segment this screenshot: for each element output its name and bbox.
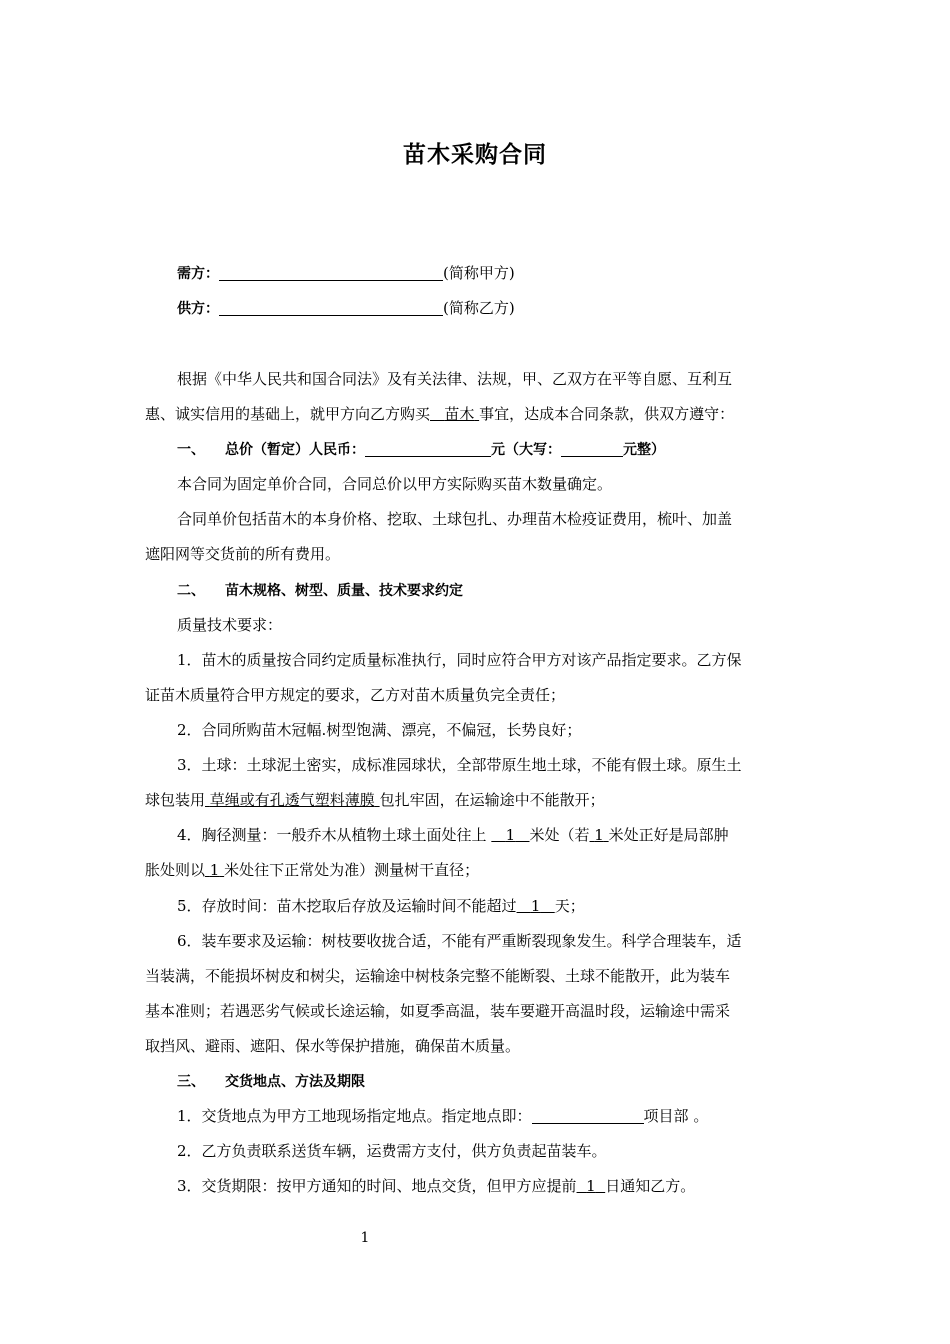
section2-item3-line2 [145, 789, 820, 811]
item4-value-2-text: 1 [594, 826, 604, 844]
seller-suffix: (简称乙方) [443, 299, 515, 317]
buyer-line [145, 262, 820, 285]
section1-heading-c: 元整） [623, 442, 665, 458]
item4-value-3-text: 1 [209, 861, 220, 879]
preamble-line-2 [145, 403, 820, 425]
section2-item3-line1: 3．土球：土球泥土密实，成标准园球状，全部带原生地土球，不能有假土球。原生土 [177, 756, 742, 774]
item4-text-e: 米处往下正常处为准）测量树干直径； [224, 861, 480, 879]
delivery-place-blank [532, 1107, 644, 1124]
section1-heading-b: 元（大写： [491, 442, 561, 458]
section2-item4-line1 [145, 824, 820, 846]
section3-heading-text: 交货地点、方法及期限 [225, 1074, 365, 1090]
section2-item1-line2: 证苗木质量符合甲方规定的要求，乙方对苗木质量负完全责任； [145, 686, 566, 704]
item4-value-3 [205, 861, 224, 879]
section2-heading [145, 579, 820, 602]
page-number: 1 [360, 1230, 370, 1246]
item4-text-b: 米处（若 [529, 826, 590, 844]
total-price-words-blank [561, 440, 623, 457]
seller-label: 供方： [177, 301, 219, 317]
section2-item4-line2 [145, 859, 820, 881]
buyer-suffix: (简称甲方) [443, 264, 515, 282]
goods-name [430, 405, 479, 423]
delivery-term-text: 3．交货期限：按甲方通知的时间、地点交货，但甲方应提前 [177, 1177, 577, 1195]
seller-blank [219, 299, 443, 316]
section2-intro: 质量技术要求： [177, 616, 283, 634]
section1-p2-line1: 合同单价包括苗木的本身价格、挖取、土球包扎、办理苗木检疫证费用，梳叶、加盖 [177, 510, 733, 528]
item5-text-b: 天； [554, 897, 585, 915]
section2-item6-line2: 当装满，不能损坏树皮和树尖，运输途中树枝条完整不能断裂、土球不能散开，此为装车 [145, 967, 731, 985]
buyer-blank [219, 264, 443, 281]
page-title: 苗木采购合同 [403, 142, 547, 168]
section2-heading-text: 苗木规格、树型、质量、技术要求约定 [225, 583, 463, 599]
packing-material-value: 草绳或有孔透气塑料薄膜 [209, 791, 375, 809]
section2-number: 二、 [177, 583, 205, 599]
section2-item2: 2．合同所购苗木冠幅.树型饱满、漂亮，不偏冠，长势良好； [177, 721, 582, 739]
section1-p2-line2: 遮阳网等交货前的所有费用。 [145, 545, 341, 563]
section1-number: 一、 [177, 442, 205, 458]
notice-days-value: 1 [586, 1177, 596, 1195]
buyer-label: 需方： [177, 266, 219, 282]
item4-text-c: 米处正好是局部肿 [608, 826, 729, 844]
section1-heading-a: 总价（暂定）人民币： [225, 442, 365, 458]
preamble-line-1: 根据《中华人民共和国合同法》及有关法律、法规，甲、乙双方在平等自愿、互利互 [177, 370, 733, 388]
item4-value-1-text: 1 [505, 826, 516, 844]
preamble-text-a: 惠、诚实信用的基础上，就甲方向乙方购买 [145, 405, 431, 423]
section2-item1-line1: 1．苗木的质量按合同约定质量标准执行，同时应符合甲方对该产品指定要求。乙方保 [177, 651, 742, 669]
item4-text-a: 4．胸径测量：一般乔木从植物土球土面处往上 [177, 826, 487, 844]
section2-item6-line3: 基本准则；若遇恶劣气候或长途运输，如夏季高温，装车要避开高温时段，运输途中需采 [145, 1002, 731, 1020]
section3-item1 [145, 1105, 820, 1127]
delivery-term-suffix: 日通知乙方。 [605, 1177, 696, 1195]
storage-days-value: 1 [530, 897, 541, 915]
notice-days [577, 1177, 606, 1195]
section1-p1: 本合同为固定单价合同，合同总价以甲方实际购买苗木数量确定。 [177, 475, 613, 493]
storage-days [517, 897, 555, 915]
section2-item6-line1: 6．装车要求及运输：树枝要收拢合适，不能有严重断裂现象发生。科学合理装车，适 [177, 932, 742, 950]
section2-item6-line4: 取挡风、避雨、遮阳、保水等保护措施，确保苗木质量。 [145, 1037, 521, 1055]
section3-item2: 2．乙方负责联系送货车辆，运费需方支付，供方负责起苗装车。 [177, 1142, 607, 1160]
section3-number: 三、 [177, 1074, 205, 1090]
item3-text-a: 球包装用 [145, 791, 206, 809]
section3-heading [145, 1070, 820, 1093]
item3-text-b: 包扎牢固，在运输途中不能散开； [379, 791, 605, 809]
item4-value-2 [590, 826, 609, 844]
section3-item3 [145, 1175, 820, 1197]
total-price-blank [365, 440, 491, 457]
section1-heading [145, 438, 820, 461]
preamble-text-b: 事宜，达成本合同条款，供双方遵守： [479, 405, 735, 423]
item4-value-1 [491, 826, 529, 844]
delivery-place-suffix: 项目部 。 [643, 1107, 709, 1125]
item5-text-a: 5．存放时间：苗木挖取后存放及运输时间不能超过 [177, 897, 517, 915]
packing-material [205, 791, 380, 809]
item4-text-d: 胀处则以 [145, 861, 206, 879]
delivery-place-text: 1．交货地点为甲方工地现场指定地点。指定地点即： [177, 1107, 532, 1125]
section2-item5 [145, 895, 820, 917]
seller-line [145, 297, 820, 320]
goods-value: 苗木 [444, 405, 475, 423]
